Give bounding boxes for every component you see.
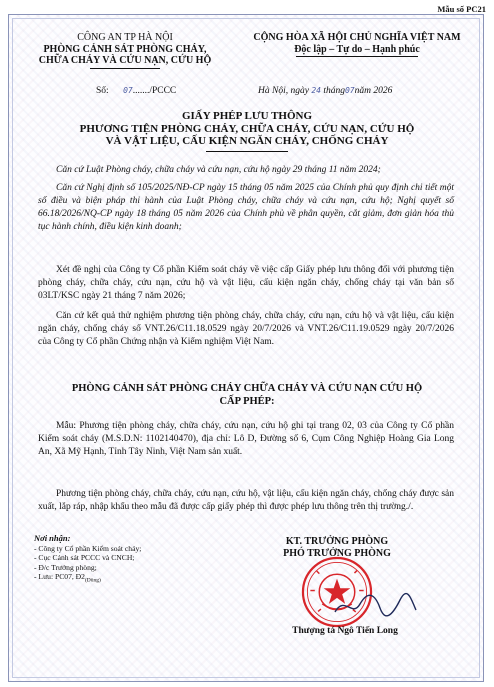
authority-action: CẤP PHÉP:	[219, 396, 275, 407]
authority-name: PHÒNG CẢNH SÁT PHÒNG CHÁY CHỮA CHÁY VÀ CỨU NẠN CỨU HỘ	[71, 383, 423, 394]
recipient-item	[34, 572, 234, 586]
national-header	[232, 32, 482, 55]
date-month: 07	[344, 86, 355, 95]
signature-title-1: KT. TRƯỞNG PHÒNG	[285, 536, 389, 547]
issuer-header	[20, 32, 230, 67]
number-value: 07	[123, 86, 133, 95]
issuer-name-1: PHÒNG CẢNH SÁT PHÒNG CHÁY,	[43, 43, 207, 55]
title-sub-1: PHƯƠNG TIỆN PHÒNG CHÁY, CHỮA CHÁY, CỨU NẠN, CỨU HỘ	[79, 122, 415, 135]
date-place: Hà Nội, ngày	[258, 86, 309, 96]
basis-decree: Căn cứ Nghị định số 105/2025/NĐ-CP ngày 15 tháng 05 năm 2025 của Chính phủ quy định chi tiết một số điều và biện pháp thi hành của Luật Phòng cháy, chữa cháy và cứu nạn, cứu hộ; Nghị quyết số 66.18/2026/NQ-CP ngày 18 tháng 05 năm 2026 của Chính phủ về phân quyền, cắt giảm, đơn giản hóa thủ tục hành chính, điều kiện kinh doanh;	[38, 183, 454, 232]
request-paragraph: Xét đề nghị của Công ty Cổ phần Kiểm soát cháy về việc cấp Giấy phép lưu thông đối với phương tiện phòng cháy, chữa cháy, cứu nạn, cứu hộ và vật liệu, cấu kiện ngăn cháy, chống cháy tại văn bản số 03LT/KSC ngày 21 tháng 7 năm 2026;	[38, 265, 454, 301]
date-year: năm 2026	[354, 86, 393, 96]
recipient-item: - Đ/c Trưởng phòng;	[34, 562, 97, 572]
recipients-block	[34, 534, 234, 586]
signer-name: Thượng tá Ngô Tiến Long	[292, 626, 398, 636]
motto: Độc lập – Tự do – Hạnh phúc	[294, 43, 420, 55]
motto-underline	[296, 56, 418, 57]
archive-note: (Dũng)	[84, 577, 101, 584]
number-prefix: Số:	[96, 86, 109, 96]
permit-sample-paragraph: Mẫu: Phương tiện phòng cháy, chữa cháy, cứu nạn, cứu hộ ghi tại trang 02, 03 của Công ty Cổ phần Kiểm soát cháy (M.S.D.N: 1102140470), địa chỉ: Lô D, Đường số 6, Cụm Công Nghiệp Hoàng Gia Long An, Xã Mỹ Hạnh, Tỉnh Tây Ninh, Việt Nam sản xuất.	[38, 421, 454, 457]
title-sub-2: VÀ VẬT LIỆU, CẤU KIỆN NGĂN CHÁY, CHỐNG CHÁY	[105, 135, 389, 147]
number-suffix: ......./PCCC	[132, 86, 177, 96]
form-number: Mẫu số PC21	[437, 4, 486, 14]
signature-title-2: PHÓ TRƯỞNG PHÒNG	[283, 548, 391, 559]
issue-date	[258, 86, 392, 96]
recipient-archive: - Lưu: PC07, Đ2	[34, 572, 85, 581]
recipient-item: - Cục Cảnh sát PCCC và CNCH;	[34, 553, 135, 562]
country-name: CỘNG HÒA XÃ HỘI CHỦ NGHĨA VIỆT NAM	[253, 32, 461, 43]
title-underline	[206, 151, 288, 152]
title-main: GIẤY PHÉP LƯU THÔNG	[181, 110, 313, 122]
authority-block	[20, 382, 474, 408]
recipient-item: - Công ty Cổ phần Kiểm soát cháy;	[34, 543, 142, 553]
document-title	[20, 110, 474, 148]
date-month-label: tháng	[323, 86, 345, 96]
document-number	[96, 86, 176, 96]
issuer-parent: CÔNG AN TP HÀ NỘI	[77, 32, 173, 43]
date-day: 24	[311, 86, 321, 95]
issuer-underline	[90, 68, 160, 69]
issuer-name-2: CHỮA CHÁY VÀ CỨU NẠN, CỨU HỘ	[38, 55, 212, 66]
handwritten-signature-icon	[330, 590, 420, 620]
test-results-paragraph: Căn cứ kết quả thử nghiệm phương tiện phòng cháy, chữa cháy, cứu nạn, cứu hộ và vật liệu, cấu kiện ngăn cháy, chống cháy số VNT.26/C11.18.0529 ngày 20/7/2026 và VNT.26/C11.19.0529 ngày 20/7/2026 của Công ty Cổ phần Chứng nhận và Kiểm nghiệm Việt Nam.	[38, 311, 454, 347]
permit-circulation-paragraph: Phương tiện phòng cháy, chữa cháy, cứu nạn, cứu hộ, vật liệu, cấu kiện ngăn cháy, chống cháy được sản xuất, lắp ráp, nhập khẩu theo mẫu đã được cấp giấy phép thì được phép lưu thông trên thị trường./.	[38, 489, 454, 512]
recipients-heading: Nơi nhận:	[34, 533, 71, 543]
basis-law: Căn cứ Luật Phòng cháy, chữa cháy và cứu nạn, cứu hộ ngày 29 tháng 11 năm 2024;	[56, 165, 381, 175]
